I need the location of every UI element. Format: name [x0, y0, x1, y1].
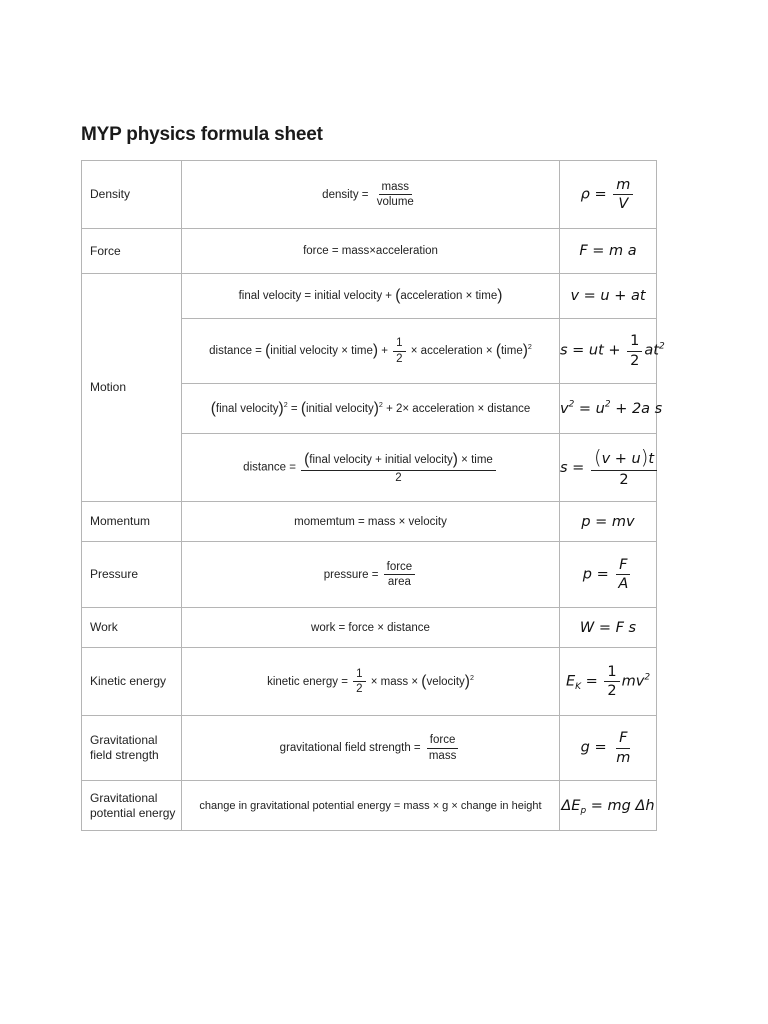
word-gravfield-num: force	[427, 733, 459, 748]
word-gravfield-lhs: gravitational field strength =	[279, 742, 421, 755]
symbol-gravpe-a: ΔE	[561, 797, 581, 814]
word-equation-kinetic-energy: kinetic energy = $\frac{1}{2}$ × mass × (velocity)$^2$	[182, 648, 560, 716]
symbol-motion2-num: 1	[627, 332, 642, 351]
symbol-kinetic-a: E	[565, 673, 576, 690]
symbol-equation-motion-2	[560, 319, 665, 384]
word-motion4-den: 2	[395, 471, 402, 484]
table-row-work	[82, 608, 657, 648]
formula-table	[81, 160, 665, 831]
word-equation-density	[182, 161, 560, 229]
word-motion3-b: =	[290, 402, 298, 415]
word-equation-work: work = force × distance	[182, 608, 560, 648]
symbol-equation-gravitational-potential-energy	[560, 781, 657, 831]
word-density-den: volume	[376, 196, 414, 208]
symbol-motion3-a: v	[560, 400, 569, 417]
word-kinetic-c: velocity	[426, 675, 465, 688]
word-equation-motion-4	[182, 434, 560, 502]
symbol-gravfield-fraction	[613, 729, 633, 766]
word-equation-force: force = mass×acceleration	[182, 229, 560, 274]
word-motion4-num-b: × time	[461, 454, 493, 467]
symbol-motion2-a: s = ut +	[560, 343, 621, 359]
symbol-motion4-lhs: s =	[560, 459, 585, 476]
word-equation-pressure	[182, 542, 560, 608]
word-kinetic-exp: 2	[469, 673, 474, 682]
table-row-motion-1	[82, 274, 657, 319]
word-motion4-num-a: final velocity + initial velocity	[309, 454, 453, 467]
symbol-density-lhs: ρ =	[580, 186, 607, 203]
symbol-gravpe-sub: p	[580, 805, 587, 816]
symbol-motion3-exp2: 2	[604, 399, 611, 410]
quantity-gravitational-field-strength	[82, 716, 182, 781]
word-motion3-exp2: 2	[378, 400, 383, 409]
symbol-motion4-fraction	[591, 446, 657, 490]
symbol-kinetic-c: mv	[621, 673, 645, 690]
word-kinetic-b: × mass ×	[370, 675, 419, 688]
word-kinetic-fraction	[353, 667, 365, 697]
symbol-motion4-num-a: v + u	[601, 450, 641, 467]
word-motion3-a: final velocity	[215, 402, 279, 415]
word-motion2-c: +	[381, 345, 388, 358]
symbol-motion2-fraction	[627, 332, 642, 369]
word-density-num: mass	[379, 180, 412, 195]
symbol-gravfield-den: m	[616, 749, 631, 766]
symbol-kinetic-b: =	[585, 673, 598, 690]
word-motion2-a: distance =	[209, 345, 262, 358]
quantity-gravfield-line1: Gravitational	[90, 733, 158, 747]
quantity-work: Work	[82, 608, 182, 648]
word-motion2-exp: 2	[527, 343, 532, 352]
word-motion2-fraction	[393, 336, 405, 366]
table-row-kinetic-energy	[82, 648, 657, 716]
symbol-kinetic-fraction	[604, 663, 619, 700]
symbol-kinetic-sub: K	[575, 681, 582, 692]
symbol-pressure-num: F	[616, 556, 630, 575]
word-motion2-den: 2	[396, 352, 403, 365]
word-pressure-lhs: pressure =	[323, 568, 379, 581]
word-gravfield-fraction	[426, 733, 459, 763]
word-pressure-fraction	[384, 560, 416, 590]
symbol-pressure-lhs: p =	[582, 566, 609, 583]
symbol-motion3-exp1: 2	[568, 399, 575, 410]
word-motion1-a: final velocity = initial velocity +	[238, 290, 392, 303]
word-density-lhs: density =	[322, 188, 369, 201]
word-motion2-b: initial velocity × time	[270, 345, 373, 358]
quantity-gravpe-line1: Gravitational	[90, 790, 158, 805]
quantity-gravpe-line2: potential energy	[90, 805, 176, 820]
word-motion4-fraction	[301, 450, 496, 485]
symbol-motion2-exp: 2	[658, 341, 665, 352]
quantity-kinetic-energy: Kinetic energy	[82, 648, 182, 716]
word-motion2-d: × acceleration ×	[410, 345, 493, 358]
symbol-motion4-num: (v + u)t	[591, 446, 657, 471]
symbol-gravpe-b: = mg Δh	[590, 797, 655, 814]
quantity-gravitational-potential-energy	[82, 781, 182, 831]
word-density-fraction	[374, 180, 417, 210]
word-motion2-num: 1	[393, 336, 405, 351]
word-motion2-e: time	[500, 345, 523, 358]
word-kinetic-den: 2	[356, 683, 363, 695]
symbol-kinetic-num: 1	[604, 663, 619, 682]
word-equation-gravitational-field-strength	[182, 716, 560, 781]
symbol-equation-motion-1: v = u + at	[560, 274, 657, 319]
symbol-motion3-c: + 2a s	[615, 400, 663, 417]
word-equation-gravitational-potential-energy: change in gravitational potential energy = mass × g × change in height	[182, 781, 560, 831]
quantity-momentum: Momentum	[82, 502, 182, 542]
symbol-equation-force: F = m a	[560, 229, 657, 274]
word-motion3-c: initial velocity	[305, 402, 374, 415]
symbol-motion2-b: at	[644, 343, 659, 359]
symbol-equation-gravitational-field-strength	[560, 716, 657, 781]
symbol-equation-work: W = F s	[560, 608, 657, 648]
quantity-density: Density	[82, 161, 182, 229]
table-row-gravitational-potential-energy	[82, 781, 657, 831]
symbol-equation-density	[560, 161, 657, 229]
word-equation-motion-2: distance = (initial velocity × time) + $\frac{1}{2}$ × acceleration × (time)$^2$	[182, 319, 560, 384]
word-motion3-exp1: 2	[283, 400, 288, 409]
symbol-density-den: V	[618, 196, 629, 212]
table-row-gravitational-field-strength	[82, 716, 657, 781]
symbol-gravfield-num: F	[616, 729, 630, 748]
word-equation-motion-1: final velocity = initial velocity + (acceleration × time)	[182, 274, 560, 319]
word-motion4-num: (final velocity + initial velocity) × time	[301, 450, 496, 470]
symbol-motion4-num-b: t	[648, 450, 655, 467]
symbol-pressure-den: A	[618, 576, 629, 592]
symbol-equation-pressure	[560, 542, 657, 608]
symbol-equation-momentum: p = mv	[560, 502, 657, 542]
table-row-force	[82, 229, 657, 274]
symbol-motion3-b: = u	[578, 400, 605, 417]
symbol-kinetic-den: 2	[607, 683, 617, 699]
word-motion4-lhs: distance =	[243, 461, 296, 474]
quantity-gravfield-line2: field strength	[90, 748, 159, 762]
quantity-pressure: Pressure	[82, 542, 182, 608]
quantity-motion: Motion	[82, 274, 182, 502]
word-motion3-d: + 2× acceleration × distance	[386, 402, 531, 415]
word-equation-momentum: momemtum = mass × velocity	[182, 502, 560, 542]
symbol-pressure-fraction	[615, 556, 631, 593]
table-row-momentum	[82, 502, 657, 542]
symbol-equation-motion-4	[560, 434, 657, 502]
word-pressure-num: force	[384, 560, 416, 575]
table-row-pressure	[82, 542, 657, 608]
symbol-kinetic-exp: 2	[644, 672, 651, 683]
symbol-equation-kinetic-energy	[560, 648, 657, 716]
symbol-density-num: m	[613, 176, 633, 195]
symbol-motion2-den: 2	[630, 352, 640, 369]
word-motion1-b: acceleration × time	[400, 290, 498, 303]
symbol-motion4-den: 2	[619, 472, 629, 489]
word-equation-motion-3: (final velocity)$^2$ = (initial velocity)$^2$ + 2× acceleration × distance	[182, 384, 560, 434]
symbol-density-fraction	[613, 176, 633, 213]
word-gravfield-den: mass	[428, 749, 457, 762]
word-kinetic-num: 1	[353, 667, 365, 682]
word-pressure-den: area	[387, 576, 411, 588]
symbol-equation-motion-3	[560, 384, 663, 434]
page-title: MYP physics formula sheet	[81, 124, 323, 145]
symbol-gravfield-lhs: g =	[580, 740, 607, 756]
quantity-force: Force	[82, 229, 182, 274]
word-kinetic-a: kinetic energy =	[267, 675, 348, 688]
table-row-density	[82, 161, 657, 229]
